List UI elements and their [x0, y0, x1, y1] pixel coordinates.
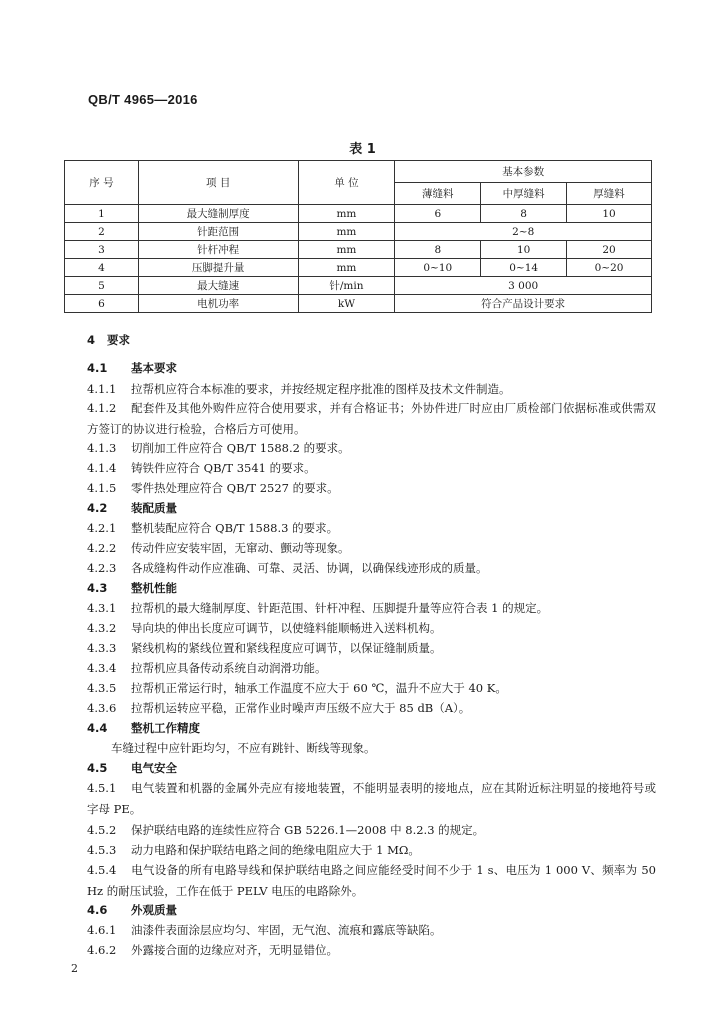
- table-row: [65, 205, 652, 223]
- clause-4-1-3: 4.1.3 切削加工件应符合 QB/T 1588.2 的要求。: [87, 441, 350, 455]
- cell-item: 最大缝制厚度: [138, 205, 298, 223]
- clause-4-3-5: 4.3.5 拉帮机正常运行时，轴承工作温度不应大于 60 ℃，温升不应大于 40 K。: [87, 681, 507, 695]
- clause-4-3-2: 4.3.2 导向块的伸出长度应可调节，以使缝料能顺畅进入送料机构。: [87, 621, 442, 635]
- cell-medium: 8: [481, 205, 567, 223]
- clause-4-5-3: 4.5.3 动力电路和保护联结电路之间的绝缘电阻应大于 1 MΩ。: [87, 843, 420, 857]
- clause-4-1-5: 4.1.5 零件热处理应符合 QB/T 2527 的要求。: [87, 481, 339, 495]
- header-thick: 厚缝料: [567, 183, 652, 205]
- cell-seq: 1: [65, 205, 139, 223]
- clause-4-3-3: 4.3.3 紧线机构的紧线位置和紧线程度应可调节，以保证缝制质量。: [87, 641, 442, 655]
- clause-4-5-4: 4.5.4 电气设备的所有电路导线和保护联结电路之间应能经受时间不少于 1 s、电压为 1 000 V、频率为 50 Hz 的耐压试验，工作在低于 PELV 电压的电路除外。: [87, 863, 656, 898]
- cell-unit: 针/min: [298, 277, 395, 295]
- cell-item: 针杆冲程: [138, 241, 298, 259]
- section-4-6-heading: 4.6 外观质量: [87, 903, 177, 917]
- clause-4-2-1: 4.2.1 整机装配应符合 QB/T 1588.3 的要求。: [87, 521, 339, 535]
- cell-seq: 3: [65, 241, 139, 259]
- section-4-5-heading: 4.5 电气安全: [87, 761, 177, 775]
- cell-item: 电机功率: [138, 295, 298, 313]
- section-4-4-heading: 4.4 整机工作精度: [87, 721, 200, 735]
- cell-unit: mm: [298, 223, 395, 241]
- cell-merged: 符合产品设计要求: [395, 295, 652, 313]
- section-4-3-heading: 4.3 整机性能: [87, 581, 177, 595]
- cell-item: 最大缝速: [138, 277, 298, 295]
- cell-unit: mm: [298, 259, 395, 277]
- cell-thick: 20: [567, 241, 652, 259]
- cell-item: 压脚提升量: [138, 259, 298, 277]
- cell-unit: mm: [298, 241, 395, 259]
- clause-4-2-3: 4.2.3 各成缝构件动作应准确、可靠、灵活、协调，以确保线迹形成的质量。: [87, 561, 488, 575]
- cell-seq: 5: [65, 277, 139, 295]
- table-row: [65, 277, 652, 295]
- parameter-table: [64, 160, 652, 313]
- cell-thick: 10: [567, 205, 652, 223]
- clause-4-5-1: 4.5.1 电气装置和机器的金属外壳应有接地装置，不能明显表明的接地点，应在其附近标注明显的接地符号或字母 PE。: [87, 781, 656, 816]
- table-title: 表 1: [349, 142, 376, 157]
- section-4-heading: 4 要求: [87, 333, 130, 347]
- cell-seq: 4: [65, 259, 139, 277]
- section-4-1-heading: 4.1 基本要求: [87, 361, 177, 375]
- cell-merged: 2~8: [395, 223, 652, 241]
- table-row: [65, 241, 652, 259]
- header-seq: 序 号: [65, 161, 139, 205]
- standard-code: QB/T 4965—2016: [88, 92, 198, 107]
- cell-thick: 0~20: [567, 259, 652, 277]
- page-number: 2: [71, 962, 78, 975]
- clause-4-3-4: 4.3.4 拉帮机应具备传动系统自动润滑功能。: [87, 661, 327, 675]
- clause-4-1-1: 4.1.1 拉帮机应符合本标准的要求，并按经规定程序批准的图样及技术文件制造。: [87, 382, 511, 396]
- cell-medium: 0~14: [481, 259, 567, 277]
- cell-item: 针距范围: [138, 223, 298, 241]
- cell-seq: 2: [65, 223, 139, 241]
- clause-4-6-1: 4.6.1 油漆件表面涂层应均匀、牢固，无气泡、流痕和露底等缺陷。: [87, 923, 442, 937]
- cell-thin: 6: [395, 205, 481, 223]
- header-basic-params: 基本参数: [395, 161, 652, 183]
- clause-4-3-6: 4.3.6 拉帮机运转应平稳，正常作业时噪声声压级不应大于 85 dB（A）。: [87, 701, 471, 715]
- clause-4-3-1: 4.3.1 拉帮机的最大缝制厚度、针距范围、针杆冲程、压脚提升量等应符合表 1 的规定。: [87, 601, 549, 615]
- clause-4-1-2: 4.1.2 配套件及其他外购件应符合使用要求，并有合格证书；外协件进厂时应由厂质检部门依据标准或供需双方签订的协议进行检验，合格后方可使用。: [87, 401, 656, 436]
- cell-thin: 8: [395, 241, 481, 259]
- cell-medium: 10: [481, 241, 567, 259]
- header-item: 项 目: [138, 161, 298, 205]
- table-row: [65, 223, 652, 241]
- clause-4-6-2: 4.6.2 外露接合面的边缘应对齐，无明显错位。: [87, 943, 338, 957]
- cell-unit: mm: [298, 205, 395, 223]
- cell-seq: 6: [65, 295, 139, 313]
- table-row: [65, 295, 652, 313]
- cell-unit: kW: [298, 295, 395, 313]
- clause-4-4-body: 车缝过程中应针距均匀，不应有跳针、断线等现象。: [111, 741, 376, 755]
- header-medium: 中厚缝料: [481, 183, 567, 205]
- header-thin: 薄缝料: [395, 183, 481, 205]
- clause-4-2-2: 4.2.2 传动件应安装牢固，无窜动、颤动等现象。: [87, 541, 350, 555]
- section-4-2-heading: 4.2 装配质量: [87, 501, 177, 515]
- table-row: [65, 259, 652, 277]
- clause-4-1-4: 4.1.4 铸铁件应符合 QB/T 3541 的要求。: [87, 461, 316, 475]
- header-unit: 单 位: [298, 161, 395, 205]
- cell-thin: 0~10: [395, 259, 481, 277]
- cell-merged: 3 000: [395, 277, 652, 295]
- clause-4-5-2: 4.5.2 保护联结电路的连续性应符合 GB 5226.1—2008 中 8.2.3 的规定。: [87, 823, 485, 837]
